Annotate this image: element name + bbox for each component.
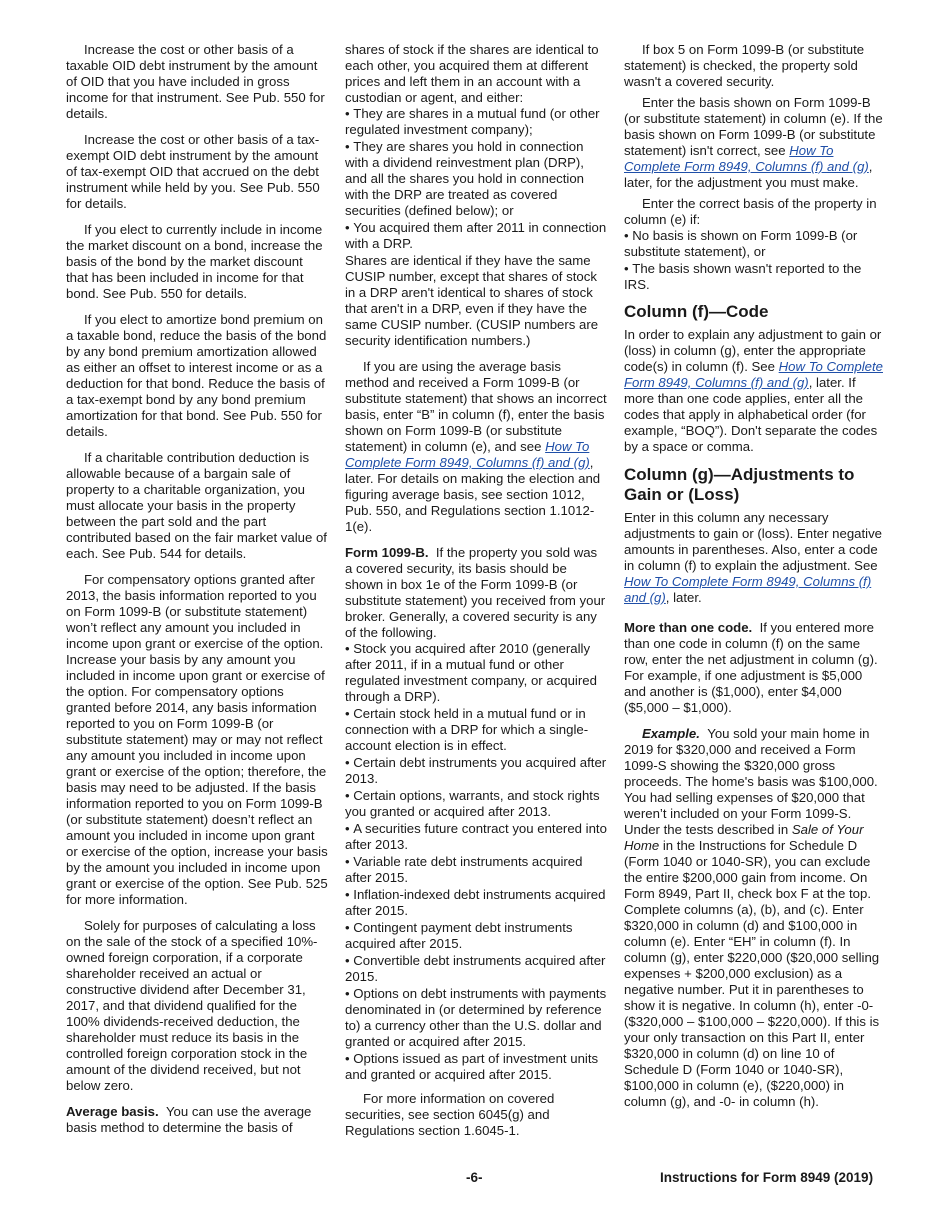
left-column: [66, 42, 328, 1136]
columns-f-g-link[interactable]: How To Complete Form 8949, Columns (f) and (g): [624, 143, 869, 174]
compensatory-options-paragraph: For compensatory options granted after 2013, the basis information reported to you on Form 1099-B (or substitute statement) won’t reflect any amount you included in income upon grant or exercise of the option. Increase your basis by any amount you included in income upon grant or exercise of the option. For compensatory options granted before 2014, any basis information reported to you on Form 1099-B (or substitute statement) may or may not reflect any amount you included in income upon grant or exercise of the option; therefore, the basis may need to be adjusted. If the basis information reported to you on Form 1099-B (or substitute statement) doesn’t reflect an amount you included in income upon grant or exercise of the option, increase your basis by the amount you included in income upon grant or exercise of the option. See Pub. 525 for more information.: [66, 572, 328, 907]
example-heading: Example.: [642, 726, 700, 741]
average-basis-heading: Average basis.: [66, 1104, 159, 1119]
columns-f-g-link[interactable]: How To Complete Form 8949, Columns (f) and (g): [624, 359, 883, 390]
list-item: • They are shares you hold in connection with a dividend reinvestment plan (DRP), and all the shares you hold in connection with the DRP are treated as covered securities (defined below); or: [345, 139, 607, 219]
list-item: • The basis shown wasn't reported to the IRS.: [624, 261, 886, 293]
column-g-paragraph: Enter in this column any necessary adjustments to gain or (loss). Enter negative amounts in parentheses. Also, enter a code in column (f) to explain the adjustment. See How To Complete Form 8949, Columns (f) and (g), later.: [624, 510, 883, 605]
box5-paragraph: If box 5 on Form 1099-B (or substitute statement) is checked, the property sold wasn't a covered security.: [624, 42, 865, 89]
list-item: • Variable rate debt instruments acquired after 2015.: [345, 854, 607, 886]
average-basis-text: You can use the average basis method to determine the basis of: [66, 1104, 312, 1135]
sale-of-your-home-reference: Sale of Your Home: [624, 822, 864, 853]
footer-title: Instructions for Form 8949 (2019): [660, 1170, 874, 1185]
list-item: • They are shares in a mutual fund (or other regulated investment company);: [345, 106, 607, 138]
middle-column: [345, 42, 607, 1149]
market-discount-paragraph: If you elect to currently include in income the market discount on a bond, increase the basis of the bond by the market discount that has been included in income for that bond. See Pub. 550 for details.: [66, 222, 323, 301]
foreign-corporation-paragraph: Solely for purposes of calculating a loss on the sale of the stock of a specified 10%-owned foreign corporation, if a corporate shareholder received an actual or constructive dividend after December 31, 2017, and that dividend qualified for the 100% dividends-received deduction, the shareholder must reduce its basis in the controlled foreign corporation stock in the amount of the dividend received, but not below zero.: [66, 918, 318, 1093]
more-than-one-code-heading: More than one code.: [624, 620, 753, 635]
columns-f-g-link[interactable]: How To Complete Form 8949, Columns (f) and (g): [624, 574, 872, 605]
form-1099b-heading: Form 1099-B.: [345, 545, 429, 560]
oid-tax-exempt-paragraph: Increase the cost or other basis of a tax-exempt OID debt instrument by the amount of tax-exempt OID that accrued on the debt instrument while held by you. See Pub. 550 for details.: [66, 132, 320, 211]
list-item: • Convertible debt instruments acquired after 2015.: [345, 953, 607, 985]
more-than-one-code-paragraph: More than one code. If you entered more than one code in column (f) on the same row, enter the net adjustment in column (g). For example, if one adjustment is $5,000 and another is ($1,000), enter $4,000 ($5,000 – $1,000).: [624, 620, 878, 715]
list-item: • A securities future contract you entered into after 2013.: [345, 821, 607, 853]
list-item: • Options on debt instruments with payments denominated in (or determined by reference to) a currency other than the U.S. dollar and granted or acquired after 2015.: [345, 986, 607, 1050]
correct-basis-paragraph: Enter the correct basis of the property in column (e) if:: [624, 196, 877, 227]
average-basis-election-paragraph: If you are using the average basis method and received a Form 1099-B (or substitute statement) that shows an incorrect basis, enter “B” in column (f), enter the basis shown on Form 1099-B (or substitute statement) in column (e), and see How To Complete Form 8949, Columns (f) and (g), later. For details on making the election and figuring average basis, see section 1012, Pub. 550, and Regulations section 1.1012-1(e).: [345, 359, 607, 534]
charitable-contribution-paragraph: If a charitable contribution deduction is allowable because of a bargain sale of property to a charitable organization, you must allocate your basis in the property between the part sold and the part contributed based on the fair market value of each. See Pub. 544 for details.: [66, 450, 327, 561]
right-column: [624, 42, 886, 1120]
columns-f-g-link[interactable]: How To Complete Form 8949, Columns (f) and (g): [345, 439, 590, 470]
list-item: • Certain options, warrants, and stock rights you granted or acquired after 2013.: [345, 788, 607, 820]
column-g-heading: Column (g)—Adjustments to Gain or (Loss): [624, 465, 855, 504]
list-item: • Certain debt instruments you acquired after 2013.: [345, 755, 607, 787]
list-item: • Contingent payment debt instruments acquired after 2015.: [345, 920, 607, 952]
list-item: • Stock you acquired after 2010 (generally after 2011, if in a mutual fund or other regulated investment company, or acquired through a DRP).: [345, 641, 607, 705]
list-item: • Certain stock held in a mutual fund or in connection with a DRP for which a single-account election is in effect.: [345, 706, 607, 754]
covered-securities-paragraph: For more information on covered securities, see section 6045(g) and Regulations section 1.6045-1.: [345, 1091, 555, 1138]
page-number: -6-: [466, 1170, 483, 1185]
form-1099b-paragraph: Form 1099-B. If the property you sold was a covered security, its basis should be shown in box 1e of the Form 1099-B (or substitute statement) you received from your broker. Generally, a covered security is any of the following.: [345, 545, 606, 640]
average-basis-paragraph: [66, 1104, 328, 1136]
identical-shares-paragraph: Shares are identical if they have the same CUSIP number, except that shares of stock in a DRP aren't identical to shares of stock that aren't in a DRP, even if they have the same CUSIP number. (CUSIP numbers are security identification numbers.): [345, 253, 599, 348]
list-item: • Inflation-indexed debt instruments acquired after 2015.: [345, 887, 607, 919]
bond-premium-paragraph: If you elect to amortize bond premium on a taxable bond, reduce the basis of the bond by any bond premium amortization allowed as either an offset to interest income or as a deduction for that bond. Reduce the basis of a tax-exempt bond by any bond premium amortization for that bond. See Pub. 550 for details.: [66, 312, 327, 439]
list-item: • You acquired them after 2011 in connection with a DRP.: [345, 220, 607, 252]
column-f-heading: Column (f)—Code: [624, 302, 769, 321]
list-item: • Options issued as part of investment units and granted or acquired after 2015.: [345, 1051, 607, 1083]
column-f-paragraph: In order to explain any adjustment to gain or (loss) in column (g), enter the appropriate code(s) in column (f). See How To Complete Form 8949, Columns (f) and (g), later. If more than one code applies, enter all the codes that apply in alphabetical order (for example, “BOQ”). Don't separate the codes by a space or comma.: [624, 327, 883, 454]
example-paragraph: Example. You sold your main home in 2019 for $320,000 and received a Form 1099-S showing the $320,000 gross proceeds. The home's basis was $100,000. You had selling expenses of $20,000 that weren’t included on your Form 1099-S. Under the tests described in Sale of Your Home in the Instructions for Schedule D (Form 1040 or 1040-SR), you can exclude the entire $200,000 gain from income. On Form 8949, Part II, check box F at the top. Complete columns (a), (b), and (c). Enter $320,000 in column (d) and $100,000 in column (e). Enter “EH” in column (f). In column (g), enter $220,000 ($20,000 selling expenses + $200,000 exclusion) as a negative number. Put it in parentheses to show it is negative. In column (h), enter -0- ($320,000 – $100,000 – $220,000). If this is your only transaction on this Part II, enter $320,000 in column (d) on line 10 of Schedule D (Form 1040 or 1040-SR), $100,000 in column (e), ($220,000) in column (g), and -0- in column (h).: [624, 726, 880, 1109]
average-basis-continuation: shares of stock if the shares are identical to each other, you acquired them at different prices and left them in an account with a custodian or agent, and either:: [345, 42, 599, 105]
oid-taxable-paragraph: Increase the cost or other basis of a taxable OID debt instrument by the amount of OID that you have included in gross income for that instrument. See Pub. 550 for details.: [66, 42, 325, 121]
enter-basis-paragraph: Enter the basis shown on Form 1099-B (or substitute statement) in column (e). If the basis shown on Form 1099-B (or substitute statement) isn't correct, see How To Complete Form 8949, Columns (f) and (g), later, for the adjustment you must make.: [624, 95, 883, 190]
list-item: • No basis is shown on Form 1099-B (or substitute statement), or: [624, 228, 886, 260]
